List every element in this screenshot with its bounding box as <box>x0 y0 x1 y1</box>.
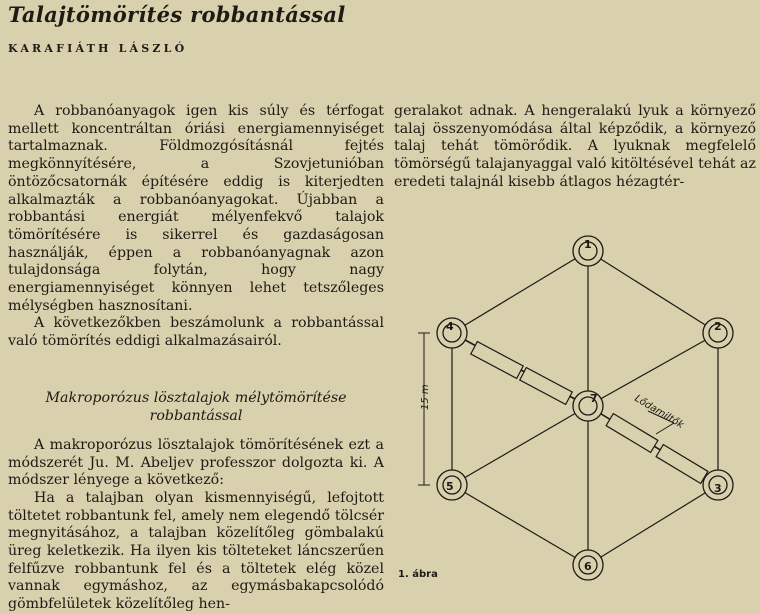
hex-edge <box>588 485 718 565</box>
figure-caption: 1. ábra <box>398 569 438 580</box>
left-column <box>8 103 384 614</box>
paragraph-overview: A következőkben beszámolunk a robbantással való tömörítés eddigi alkalmazásairól. <box>8 315 384 350</box>
paragraph-method: A makroporózus lösztalajok tömörítésének ezt a módszerét Ju. M. Abeljev professzor dolgozta ki. A módszer lényege a következő: <box>8 436 384 489</box>
charge-cylinder <box>606 414 658 453</box>
paragraph-method-detail: Ha a talajban olyan kismennyiségű, lefojtott töltetet robbantunk fel, amely nem elegendő tölcsér megnyitásához, a talajban közelítőleg gömbalakú üreg keletkezik. Ha ilyen kis tölteteket láncszerűen felfűzve robbantunk fel és a töltetek elég közel vannak egymáshoz, az egymásbakapcsolódó gömbfelületek közelítőleg hen- <box>8 489 384 613</box>
point-label: 4 <box>446 320 454 333</box>
section-subheading: Makroporózus lösztalajok mélytömörítése robbantással <box>45 389 347 424</box>
hex-edge <box>588 251 718 333</box>
figure-diagram <box>394 228 760 583</box>
charge-cylinder <box>471 342 523 379</box>
spoke <box>588 333 718 406</box>
point-label: 7 <box>590 392 598 405</box>
charge-cylinder <box>656 445 708 484</box>
dimension-label: 15 m <box>420 384 431 410</box>
article-title: Talajtömörítés robbantással <box>8 2 346 27</box>
point-label: 6 <box>584 560 592 573</box>
point-label: 3 <box>714 482 722 495</box>
charge-label: Lődamiltők <box>632 393 686 432</box>
hex-edge <box>452 251 588 333</box>
point-label: 5 <box>446 480 454 493</box>
charge-cylinder <box>520 368 572 405</box>
spoke <box>452 406 588 485</box>
hex-edge <box>452 485 588 565</box>
article-author: KARAFIÁTH LÁSZLÓ <box>8 42 188 55</box>
point-label: 2 <box>714 320 722 333</box>
point-label: 1 <box>584 238 592 251</box>
right-column <box>394 103 756 192</box>
paragraph-intro: A robbanóanyagok igen kis súly és térfogat mellett koncentráltan óriási energiamennyiséget tartalmaznak. Földmozgósításnál fejtés megkönnyítésére, a Szovjetunióban öntözőcsatornák építésére eddig is kiterjedten alkalmazták a robbanóanyagokat. Újabban a robbantási energiát mélyenfekvő talajok tömörítésére is sikerrel és gazdaságosan használják, éppen a robbanóanyagnak azon tulajdonsága folytán, hogy nagy energiamennyiséget könnyen lehet tetszőleges mélységben hasznosítani. <box>8 103 384 314</box>
paragraph-continuation: geralakot adnak. A hengeralakú lyuk a környező talaj összenyomódása által képződik, a környező talaj tehát tömörődik. A lyuknak megfelelő tömörségű talajanyaggal való kitöltésével tehát az eredeti talajnál kisebb átlagos hézagtér- <box>394 103 756 190</box>
